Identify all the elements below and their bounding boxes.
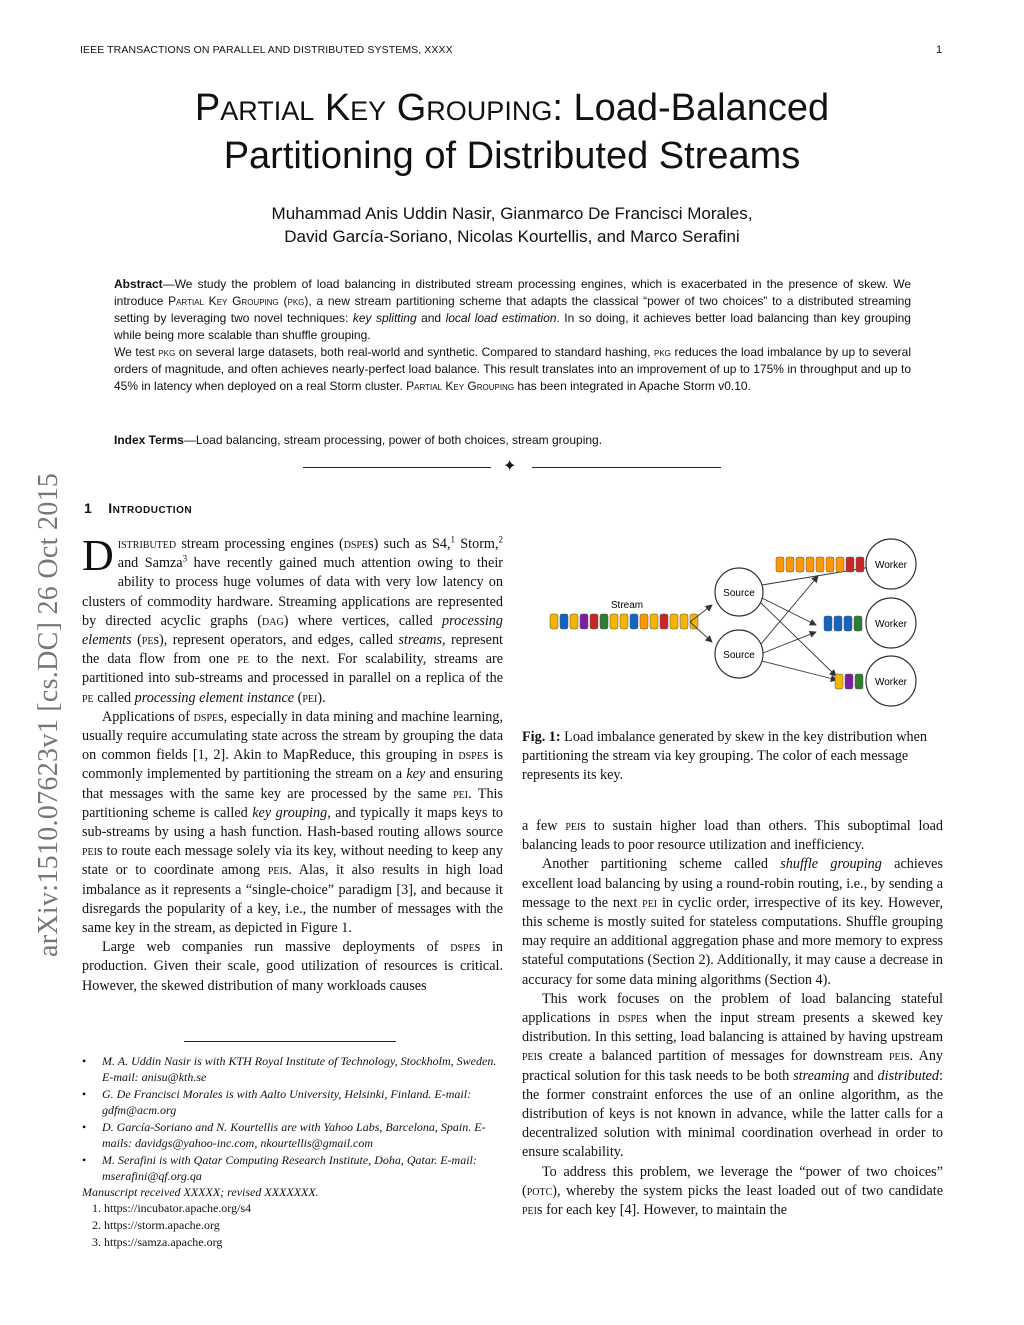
footnote-item [82,1054,503,1085]
footnote-item [82,1087,503,1118]
stream-message-block [580,614,588,629]
stream-message-block [630,614,638,629]
caption-label: Fig. 1: [522,729,561,745]
stream-message-block [640,614,648,629]
bullet-icon: • [82,1153,87,1167]
stream-to-source1-arrow [690,605,712,622]
paragraph-text [82,709,503,936]
source-label: Source [723,588,755,599]
abstract-label: Abstract [114,277,163,291]
worker1-message-block [806,557,814,572]
abstract-paragraph-1 [114,276,911,344]
url-footnote: 2. https://storm.apache.org [92,1218,220,1232]
paragraph-text [522,856,943,987]
worker2-message-block [854,616,862,631]
body-paragraph [522,990,943,1163]
manuscript-note: Manuscript received XXXXX; revised XXXXXXX. [82,1185,319,1199]
worker1-message-block [856,557,864,572]
bullet-icon: • [82,1120,87,1134]
index-terms [114,432,911,449]
text-run: s. Any practical solution for this task needs to be both [522,1048,944,1084]
acronym: dspe [450,939,475,956]
text-run: ) where vertices, called [283,612,443,629]
worker3-queue [835,674,863,689]
stream-label: Stream [610,600,644,611]
worker1-message-block [796,557,804,572]
text-run: s), represent operators, and edges, called [153,632,399,649]
text-run: To address this problem, we leverage the “power of two choices” ( [522,1163,943,1199]
worker3-message-block [835,674,843,689]
body-paragraph-continued [522,817,943,855]
url-footnote: 1. https://incubator.apache.org/s4 [92,1201,252,1215]
worker1-message-block [846,557,854,572]
footnote-marker: 3 [182,553,188,564]
text-run: Storm, [455,536,499,552]
acronym: istributed [117,536,177,552]
title-method-name: Partial Key Grouping [194,87,553,129]
text-run: , and typically it maps keys to sub-streams by using a hash function. Hash-based routing allows source [82,804,503,841]
abstract-text: ( [278,294,288,308]
worker2-message-block [824,616,832,631]
source-label: Source [723,650,755,661]
acronym: dag [262,612,284,629]
emphasis: streaming [793,1067,850,1084]
acronym: pei [82,843,97,860]
body-paragraph [522,1163,943,1221]
worker2-queue [824,616,862,631]
text-run: ( [294,689,303,706]
section-number: 1 [84,500,93,516]
abstract-text: and [416,311,446,325]
worker-label: Worker [874,619,908,630]
authors-line1: Muhammad Anis Uddin Nasir, Gianmarco De Francisci Morales, [271,204,753,223]
text-run: : the former constraint enforces the use of an online algorithm, as the distribution of keys is not known in advance, while the latter calls for a decentralized solution with minimal coordination overhead in order to ensure scalability. [522,1067,943,1161]
stream-message-block [670,614,678,629]
method-abbr: pkg [654,345,671,359]
text-run: s in production. Given their scale, good utilization of resources is critical. However, the skewed distribution of many workloads causes [82,939,503,994]
text-run: Large web companies run massive deployments of [102,939,451,956]
acronym: pei [522,1048,537,1065]
worker1-message-block [836,557,844,572]
worker1-message-block [826,557,834,572]
emphasis: distributed [877,1067,940,1084]
worker3-message-block [855,674,863,689]
abstract-text: ), a new stream partitioning scheme that adapts the classical “power of two choices” to a distributed streaming setting by leveraging two novel techniques: [114,294,911,325]
stream-messages [550,614,698,629]
text-run: s to route each message solely via its key, without needing to keep any state or to coordinate among [82,843,503,879]
paper-title [0,84,1024,180]
abstract-text: We test [114,345,159,359]
abstract-text: —We study the problem of load balancing in distributed stream processing engines, which is exacerbated in the presence of skew. We introduce [114,277,911,308]
emphasis: processing element instance [134,689,295,706]
method-name: Partial Key Grouping [168,294,279,308]
stream-message-block [560,614,568,629]
acronym: pei [642,894,658,911]
stream-message-block [590,614,598,629]
text-run: s. Alas, it also results in high load imbalance as it represents a “single-choice” paradigm [3], and because it disregards the popularity of a key, i.e., the number of messages with the same key in the stream, as depicted in Figure 1. [82,862,503,937]
text-run: to the next. For scalability, streams are partitioned into sub-streams and processed in parallel on a replica of the [82,651,504,687]
acronym: pei [302,689,318,706]
section-heading [84,500,192,516]
intro-paragraph-2 [82,708,503,938]
intro-paragraph-3 [82,938,503,996]
source2-to-worker1-arrow [761,576,818,644]
text-run: s when the input stream presents a skewed key distribution. In this setting, load balancing is attained by having upstream [522,1010,943,1046]
acronym: pei [453,785,469,802]
footnote-item [82,1120,503,1151]
paragraph-text [82,939,503,993]
footnote-text: D. García-Soriano and N. Kourtellis are with Yahoo Labs, Barcelona, Spain. E-mails: davidgs@yahoo-inc.com, nkourtellis@gmail.com [102,1120,486,1150]
authors-line2: David García-Soriano, Nicolas Kourtellis, and Marco Serafini [284,227,740,246]
worker-label: Worker [874,677,908,688]
text-run: and ensuring that messages with the same key are processed by the same [82,766,503,802]
method-name: Partial Key Grouping [406,379,515,393]
text-run: ( [131,632,142,649]
stream-message-block [610,614,618,629]
text-run: stream processing engines ( [176,536,344,552]
text-run: s create a balanced partition of messages for downstream [537,1048,889,1065]
abstract-text: on several large datasets, both real-world and synthetic. Compared to standard hashing, [175,345,654,359]
term-local-load: local load estimation [445,311,557,325]
source2-to-worker3-arrow [762,661,837,680]
title-line2: Partitioning of Distributed Streams [223,135,801,177]
text-run: and [849,1067,878,1084]
running-header: IEEE TRANSACTIONS ON PARALLEL AND DISTRIBUTED SYSTEMS, XXXX [80,44,453,56]
acronym: dspe [617,1010,643,1027]
method-abbr: pkg [287,294,305,308]
text-run: s to sustain higher load than others. This suboptimal load balancing leads to poor resource utilization and inefficiency. [522,818,943,854]
stream-message-block [660,614,668,629]
text-run: ), whereby the system picks the least loaded out of two candidate [552,1182,943,1199]
acronym: pei [889,1048,904,1065]
body-paragraph [522,855,943,989]
source1-to-worker3-arrow [761,603,836,676]
figure-caption [522,728,943,786]
acronym: pe [141,632,154,649]
text-run: s, especially in data mining and machine learning, usually require accumulating state across the stream by grouping the data on common fields [1, 2]. Akin to MapReduce, this grouping in [82,708,503,764]
index-terms-text: —Load balancing, stream processing, power of both choices, stream grouping. [183,433,603,447]
acronym: pei [522,1202,537,1219]
author-list [0,202,1024,248]
abstract-text: reduces the load imbalance by up to several orders of magnitude, and often achieves nearly-perfect load balance. This result translates into an improvement of up to 175% in throughput and up to 45% in latency when deployed on a real Storm cluster. [114,345,912,393]
source2-to-worker2-arrow [763,632,816,653]
acronym: pei [267,862,283,879]
term-key-splitting: key splitting [352,311,417,325]
paragraph-text [522,818,943,853]
stream-message-block [550,614,558,629]
text-run: Applications of [102,708,194,725]
left-column [82,531,504,996]
page-number: 1 [936,44,943,56]
footnote-marker: 2 [498,534,504,545]
paragraph-text [522,991,943,1161]
acronym: pe [82,689,94,706]
acronym: dspe [193,708,219,725]
bullet-icon: • [82,1054,87,1068]
text-run: Another partitioning scheme called [542,856,781,873]
stream-message-block [620,614,628,629]
worker3-message-block [845,674,853,689]
worker1-message-block [786,557,794,572]
footnote-rule [184,1041,396,1042]
text-run: ). [317,689,326,706]
emphasis: streams [398,632,443,649]
text-run: and Samza [117,555,183,572]
title-rest: : Load-Balanced [552,87,830,129]
footnote-text: M. A. Uddin Nasir is with KTH Royal Institute of Technology, Stockholm, Sweden. E-mail: anisu@kth.se [102,1054,497,1084]
url-footnote: 3. https://samza.apache.org [92,1235,223,1249]
worker2-message-block [834,616,842,631]
stream-message-block [650,614,658,629]
acronym: pei [565,818,581,834]
acronym: dspe [343,536,369,552]
bullet-icon: • [82,1087,87,1101]
divider-diamond-icon: ✦ [503,458,517,475]
dropcap: D [82,531,114,580]
section-title: Introduction [108,500,193,516]
footnote-item [82,1153,503,1184]
text-run: s is commonly implemented by partitioning the stream on a [82,747,503,783]
stream-message-block [680,614,688,629]
abstract-paragraph-2 [114,344,911,395]
url-footnotes [92,1200,251,1251]
abstract [114,276,911,395]
footnote-marker: 1 [450,534,456,545]
acronym: potc [526,1182,553,1199]
divider-left [303,467,491,468]
stream-message-block [600,614,608,629]
worker2-message-block [844,616,852,631]
intro-paragraph-1 [82,531,504,708]
emphasis: key grouping [252,804,328,821]
caption-text: Load imbalance generated by skew in the key distribution when partitioning the stream via key grouping. The color of each message represents its key. [522,729,928,784]
text-run: called [93,689,135,706]
stream-message-block [570,614,578,629]
abstract-text: . In so doing, it achieves better load balancing than key grouping while being more scalable than shuffle grouping. [114,311,911,342]
divider-right [532,467,721,468]
text-run: , represent the data flow from one [82,632,503,668]
affiliation-footnotes [82,1054,503,1186]
text-run: have recently gained much attention owing to their ability to process huge volumes of data with very low latency on clusters of commodity hardware. Streaming applications are represented by directed acyclic graphs ( [82,555,503,629]
acronym: pe [237,651,249,668]
acronym: dspe [458,747,483,764]
text-run: s) such as S4, [368,536,451,552]
arxiv-stamp: arXiv:1510.07623v1 [cs.DC] 26 Oct 2015 [33,472,64,957]
emphasis: key [406,766,426,783]
text-run: This work focuses on the problem of load balancing stateful applications in [522,990,943,1027]
method-abbr: pkg [158,345,176,359]
text-run: in cyclic order, irrespective of its key. However, this scheme is mostly suited for stateless computations. Shuffle grouping may require an additional aggregation phase and more memory to express stateful computations (Section 2). Additionally, it may cause a decrease in accuracy for some data mining algorithms (Section 4). [522,894,943,988]
index-terms-label: Index Terms [114,433,184,447]
text-run: . This partitioning scheme is called [82,785,503,821]
paragraph-text [522,1164,943,1218]
paragraph-text [82,531,504,706]
text-run: achieves excellent load balancing by using a round-robin routing, i.e., by sending a message to the next [522,856,943,911]
abstract-text: has been integrated in Apache Storm v0.10. [514,379,751,393]
figure-1-diagram [540,530,950,726]
text-run: s for each key [4]. However, to maintain the [537,1202,787,1219]
stream-to-source2-arrow [690,622,712,642]
text-run: a few [522,818,566,834]
worker1-message-block [776,557,784,572]
right-column [522,817,943,1220]
worker1-message-block [816,557,824,572]
worker1-queue [776,557,864,572]
footnote-text: G. De Francisci Morales is with Aalto University, Helsinki, Finland. E-mail: gdfm@acm.org [102,1087,472,1117]
footnote-text: M. Serafini is with Qatar Computing Research Institute, Doha, Qatar. E-mail: mserafini@qf.org.qa [102,1153,477,1183]
emphasis: processing elements [82,612,503,649]
emphasis: shuffle grouping [780,856,882,873]
worker-label: Worker [874,560,908,571]
